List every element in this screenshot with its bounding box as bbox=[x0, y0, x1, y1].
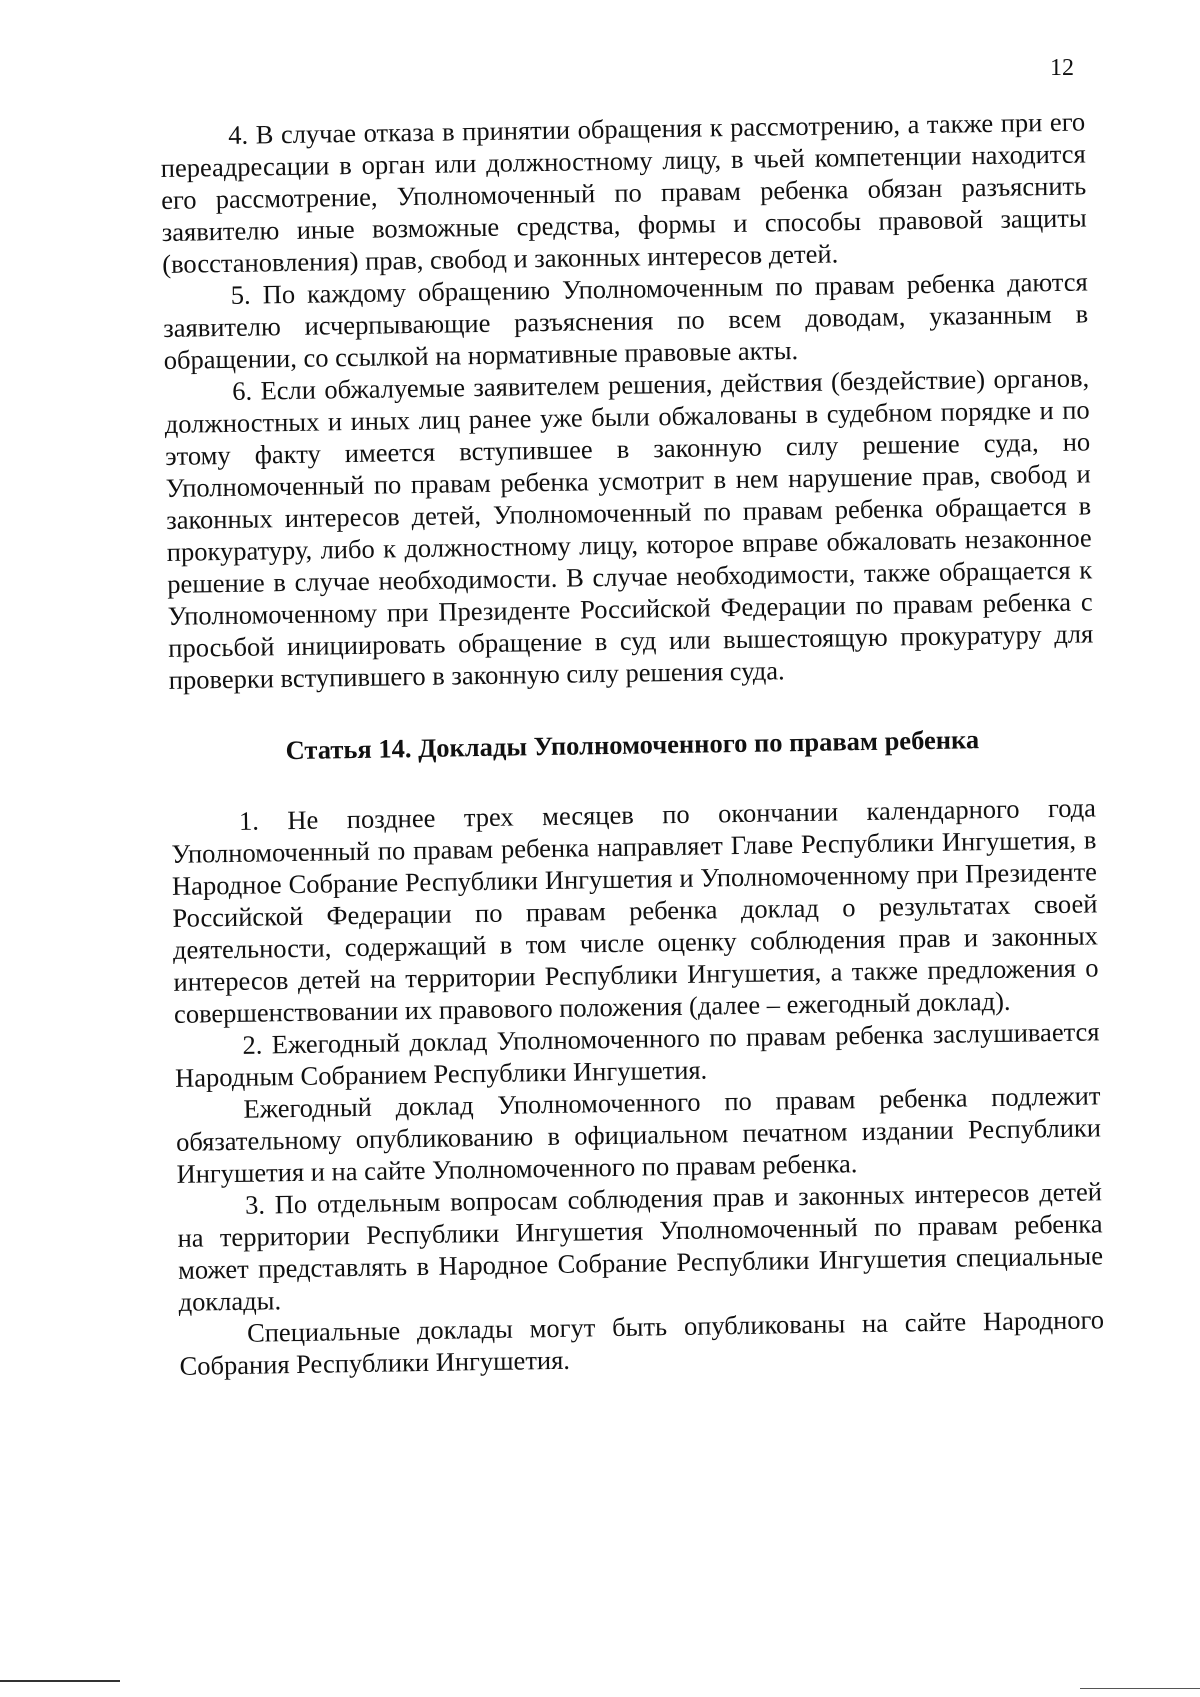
scan-edge-line-left bbox=[0, 1680, 120, 1682]
paragraph-article-14-item-3: 3. По отдельным вопросам соблюдения прав и законных интересов детей на территории Республики Ингушетия Уполномоченный по правам ребенка может представлять в Народное Собрание Республики Ингушетия специальные доклады. bbox=[177, 1176, 1104, 1317]
paragraph-article-14-item-2-cont: Ежегодный доклад Уполномоченного по правам ребенка подлежит обязательному опубликованию в официальном печатном издании Республики Ингушетия и на сайте Уполномоченного по правам ребенка. bbox=[175, 1080, 1102, 1189]
document-body bbox=[160, 105, 1105, 1381]
scan-edge-line-right bbox=[1080, 1688, 1200, 1689]
paragraph-article-14-item-3-cont: Специальные доклады могут быть опубликованы на сайте Народного Собрания Республики Ингушетия. bbox=[179, 1304, 1105, 1381]
paragraph-article-14-item-2: 2. Ежегодный доклад Уполномоченного по правам ребенка заслушивается Народным Собранием Республики Ингушетия. bbox=[174, 1016, 1100, 1093]
paragraph-article-14-item-1: 1. Не позднее трех месяцев по окончании календарного года Уполномоченный по правам ребенка направляет Главе Республики Ингушетия, в Народное Собрание Республики Ингушетия и Уполномоченному при Президенте Российской Федерации по правам ребенка доклад о результатах своей деятельности, содержащий в том числе оценку соблюдения прав и законных интересов детей на территории Республики Ингушетия, а также предложения о совершенствовании их правового положения (далее – ежегодный доклад). bbox=[171, 792, 1099, 1029]
page-number: 12 bbox=[1050, 55, 1074, 81]
paragraph-item-6: 6. Если обжалуемые заявителем решения, действия (бездействие) органов, должностных и иных лиц ранее уже были обжалованы в судебном порядке и по этому факту имеется вступившее в законную силу решение суда, но Уполномоченный по правам ребенка усмотрит в нем нарушение прав, свобод и законных интересов детей, Уполномоченный по правам ребенка обращается в прокуратуру, либо к должностному лицу, которое вправе обжаловать незаконное решение в случае необходимости. В случае необходимости, также обращается к Уполномоченному при Президенте Российской Федерации по правам ребенка с просьбой инициировать обращение в суд или вышестоящую прокуратуру для проверки вступившего в законную силу решения суда. bbox=[164, 362, 1094, 695]
paragraph-item-4: 4. В случае отказа в принятии обращения к рассмотрению, а также при его переадресации в орган или должностному лицу, в чьей компетенции находится его рассмотрение, Уполномоченный по правам ребенка обязан разъяснить заявителю иные возможные средства, формы и способы правовой защиты (восстановления) прав, свобод и законных интересов детей. bbox=[160, 106, 1087, 279]
paragraph-item-5: 5. По каждому обращению Уполномоченным по правам ребенка даются заявителю исчерпывающие разъяснения по всем доводам, указанным в обращении, со ссылкой на нормативные правовые акты. bbox=[163, 266, 1089, 375]
section-title-article-14: Статья 14. Доклады Уполномоченного по правам ребенка bbox=[285, 724, 980, 766]
